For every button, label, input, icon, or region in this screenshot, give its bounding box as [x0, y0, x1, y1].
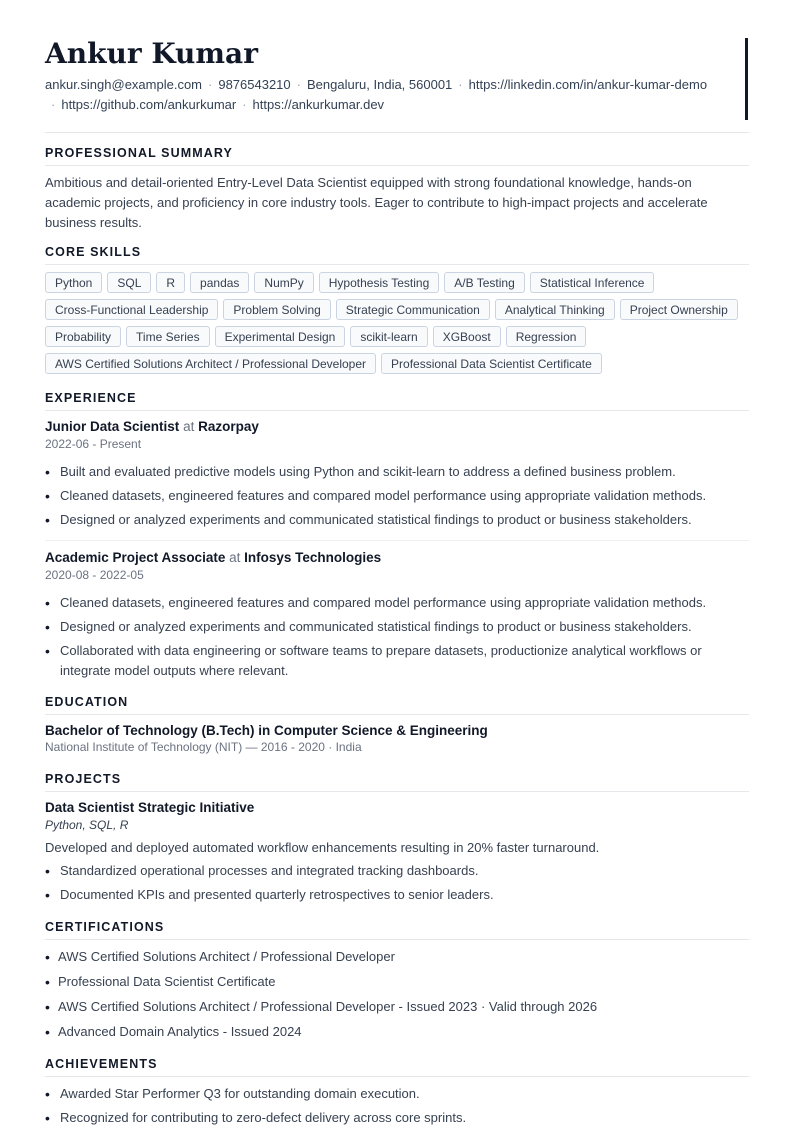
skill-chip: SQL	[107, 272, 151, 293]
projects-heading: PROJECTS	[45, 772, 122, 786]
skill-chip: XGBoost	[433, 326, 501, 347]
skill-chip: Project Ownership	[620, 299, 738, 320]
list-item: • Professional Data Scientist Certificate	[45, 972, 749, 992]
separator: ·	[51, 97, 56, 112]
summary-heading: PROFESSIONAL SUMMARY	[45, 146, 233, 160]
section-divider	[45, 165, 749, 166]
list-item: • Documented KPIs and presented quarterly retrospectives to senior leaders.	[45, 885, 749, 905]
list-item: • Awarded Star Performer Q3 for outstanding domain execution.	[45, 1084, 749, 1104]
skill-chip: Statistical Inference	[530, 272, 655, 293]
job-bullets	[45, 593, 749, 685]
candidate-name: Ankur Kumar	[45, 37, 258, 70]
certifications-list	[45, 947, 749, 1047]
job-dates: 2022-06 - Present	[45, 437, 142, 451]
job-company: Infosys Technologies	[244, 550, 382, 565]
list-item: • Collaborated with data engineering or software teams to prepare datasets, productionize analytical workflows or integrate model outputs where relevant.	[45, 641, 749, 681]
list-item: • Cleaned datasets, engineered features and compared model performance using appropriate validation methods.	[45, 593, 749, 613]
education-heading: EDUCATION	[45, 695, 129, 709]
job-bullets	[45, 462, 749, 534]
section-divider	[45, 939, 749, 940]
skill-chip: Python	[45, 272, 102, 293]
header-divider	[45, 132, 749, 133]
skill-chip: Hypothesis Testing	[319, 272, 440, 293]
section-divider	[45, 1076, 749, 1077]
certifications-heading: CERTIFICATIONS	[45, 920, 165, 934]
summary-text: Ambitious and detail-oriented Entry-Level Data Scientist equipped with strong foundational knowledge, hands-on academic projects, and proficiency in core industry tools. Eager to contribute to high-impact projects and accelerate business results.	[45, 175, 708, 230]
skill-chip: Problem Solving	[223, 299, 330, 320]
project-tech: Python, SQL, R	[45, 818, 129, 832]
contact-info	[45, 75, 735, 115]
list-item: • AWS Certified Solutions Architect / Professional Developer - Issued 2023 · Valid through 2026	[45, 997, 749, 1017]
header-accent-bar	[745, 38, 748, 120]
separator: ·	[242, 97, 247, 112]
job-title	[45, 419, 259, 434]
skill-chip: Analytical Thinking	[495, 299, 615, 320]
skill-chip: NumPy	[254, 272, 313, 293]
skill-chip: Experimental Design	[215, 326, 346, 347]
skill-chip: Probability	[45, 326, 121, 347]
skill-chip: Professional Data Scientist Certificate	[381, 353, 602, 374]
entry-divider	[45, 540, 749, 541]
list-item: • Cleaned datasets, engineered features and compared model performance using appropriate validation methods.	[45, 486, 749, 506]
section-divider	[45, 264, 749, 265]
job-role: Academic Project Associate	[45, 550, 226, 565]
achievements-list	[45, 1084, 749, 1132]
skills-heading: CORE SKILLS	[45, 245, 142, 259]
skill-chip: scikit-learn	[350, 326, 427, 347]
list-item: • Recognized for contributing to zero-defect delivery across core sprints.	[45, 1108, 749, 1128]
separator: ·	[208, 77, 213, 92]
project-bullets	[45, 861, 749, 909]
email-link[interactable]: ankur.singh@example.com	[45, 77, 202, 92]
skill-chip: Time Series	[126, 326, 210, 347]
job-dates: 2020-08 - 2022-05	[45, 568, 144, 582]
website-link[interactable]: https://ankurkumar.dev	[252, 97, 385, 112]
separator: ·	[458, 77, 463, 92]
skills-list	[45, 272, 745, 374]
skill-chip: Cross-Functional Leadership	[45, 299, 218, 320]
list-item: • Designed or analyzed experiments and communicated statistical findings to product or business stakeholders.	[45, 617, 749, 637]
job-at: at	[229, 550, 241, 565]
skill-chip: R	[156, 272, 185, 293]
section-divider	[45, 410, 749, 411]
list-item: • Designed or analyzed experiments and communicated statistical findings to product or business stakeholders.	[45, 510, 749, 530]
project-title: Data Scientist Strategic Initiative	[45, 800, 255, 815]
skill-chip: pandas	[190, 272, 249, 293]
project-description: Developed and deployed automated workflow enhancements resulting in 20% faster turnaround.	[45, 840, 600, 855]
job-at: at	[183, 419, 195, 434]
skill-chip: A/B Testing	[444, 272, 524, 293]
location: Bengaluru, India, 560001	[307, 77, 453, 92]
education-details: National Institute of Technology (NIT) — 2016 - 2020 · India	[45, 740, 362, 754]
list-item: • AWS Certified Solutions Architect / Professional Developer	[45, 947, 749, 967]
section-divider	[45, 791, 749, 792]
list-item: • Built and evaluated predictive models using Python and scikit-learn to address a defined business problem.	[45, 462, 749, 482]
experience-heading: EXPERIENCE	[45, 391, 137, 405]
separator: ·	[296, 77, 301, 92]
achievements-heading: ACHIEVEMENTS	[45, 1057, 158, 1071]
skill-chip: Regression	[506, 326, 587, 347]
linkedin-link[interactable]: https://linkedin.com/in/ankur-kumar-demo	[468, 77, 708, 92]
list-item: • Advanced Domain Analytics - Issued 2024	[45, 1022, 749, 1042]
skill-chip: Strategic Communication	[336, 299, 490, 320]
job-role: Junior Data Scientist	[45, 419, 180, 434]
github-link[interactable]: https://github.com/ankurkumar	[61, 97, 237, 112]
list-item: • Standardized operational processes and integrated tracking dashboards.	[45, 861, 749, 881]
job-title	[45, 550, 381, 565]
job-company: Razorpay	[198, 419, 259, 434]
section-divider	[45, 714, 749, 715]
skill-chip: AWS Certified Solutions Architect / Professional Developer	[45, 353, 376, 374]
degree-title: Bachelor of Technology (B.Tech) in Computer Science & Engineering	[45, 723, 488, 738]
phone-number: 9876543210	[218, 77, 291, 92]
